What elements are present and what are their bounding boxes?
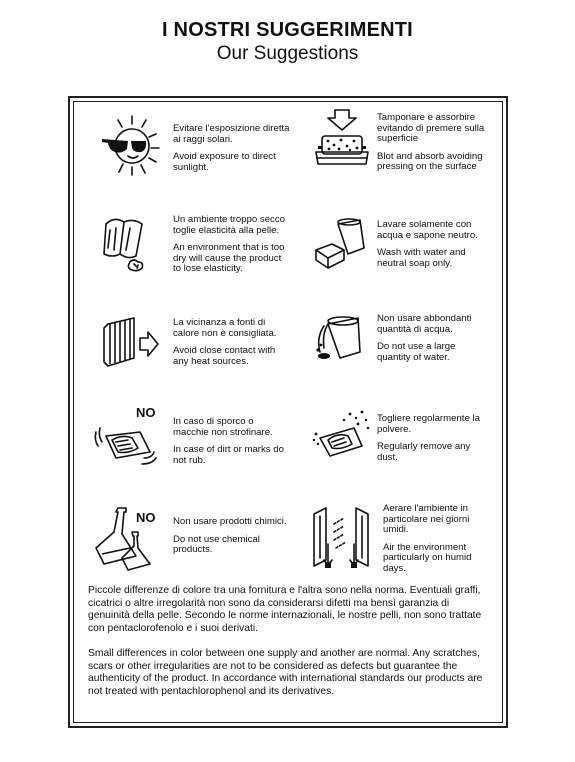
dusting-hand-icon [310, 408, 372, 471]
bucket-water-icon [312, 312, 372, 373]
no-label: NO [136, 510, 156, 525]
suggestion-text-en: Wash with water and neutral soap only. [377, 247, 466, 269]
suggestion-text-it: Non usare abbondanti quantità di acqua. [377, 313, 472, 335]
suggestion-text-en: An environment that is too dry will cause the product to lose elasticity. [173, 242, 285, 275]
suggestion-rub [173, 417, 291, 473]
soap-water-icon [312, 214, 372, 275]
sponge-press-icon [312, 108, 372, 175]
suggestion-text-it: Un ambiente troppo secco toglie elasticità alla pelle. [173, 214, 285, 236]
chemical-flasks-icon [92, 504, 156, 579]
suggestion-soap [377, 220, 487, 276]
suggestion-heat [173, 318, 291, 374]
no-label: NO [136, 405, 156, 420]
suggestion-sponge [377, 113, 487, 180]
suggestion-dust [377, 414, 487, 470]
suggestion-text-en: Do not use a large quantity of water. [377, 341, 456, 363]
suggestion-text-en: Do not use chemical products. [173, 533, 260, 556]
suggestion-text-it: Tamponare e assorbire evitando di premere sulla superficie [377, 112, 485, 145]
rubbing-hand-icon [92, 418, 158, 477]
suggestion-text-it: In caso di sporco o macchie non strofinare. [173, 416, 273, 438]
page-subtitle: Our Suggestions [216, 43, 359, 64]
suggestion-text-en: Regularly remove any dust. [377, 441, 471, 463]
suggestion-sun [173, 124, 291, 180]
suggestion-text-en: Blot and absorb avoiding pressing on the surface [377, 150, 483, 173]
suggestion-text-it: Aerare l'ambiente in particolare nei giorni umidi. [383, 503, 470, 536]
suggestion-text-en: Avoid exposure to direct sunlight. [173, 151, 276, 173]
suggestion-text-it: Evitare l'esposizione diretta ai raggi solari. [173, 123, 290, 145]
suggestion-window [383, 504, 489, 582]
footer-italian: Piccole differenze di colore tra una fornitura e l'altra sono nella norma. Eventuali graffi, cicatrici o altre irregolarità non sono da considerarsi difetti ma bensì garanzia di genuinità della pelle. Secondo le norme internazionali, le nostre pelli, non sono trattate con pentaclorofenolo e i suoi derivati. [88, 585, 482, 634]
suggestion-text-it: La vicinanza a fonti di calore non è consigliata. [173, 317, 277, 339]
suggestion-text-en: Avoid close contact with any heat sources. [173, 345, 276, 367]
suggestion-text-en: Air the environment particularly on humid days. [383, 541, 472, 574]
suggestion-dry [173, 215, 291, 282]
open-window-icon [308, 504, 374, 577]
suggestion-text-it: Lavare solamente con acqua e sapone neutro. [377, 219, 478, 241]
suggestion-text-it: Non usare prodotti chimici. [173, 516, 287, 527]
sun-sunglasses-icon [98, 112, 160, 181]
radiator-heat-icon [100, 314, 162, 375]
page-title: I NOSTRI SUGGERIMENTI [162, 19, 413, 41]
suggestion-text-it: Togliere regolarmente la polvere. [377, 413, 480, 435]
suggestion-chemicals [173, 517, 291, 563]
footer-english: Small differences in color between one supply and another are normal. Any scratches, scars or other irregularities are not to be considered as defects but guarantee the authenticity of the product. In accordance with international standards our products are not treated with pentachlorophenol and its derivatives. [88, 648, 483, 697]
suggestion-bucket [377, 314, 487, 370]
suggestion-text-en: In case of dirt or marks do not rub. [173, 444, 284, 466]
dry-leather-icon [100, 210, 158, 283]
